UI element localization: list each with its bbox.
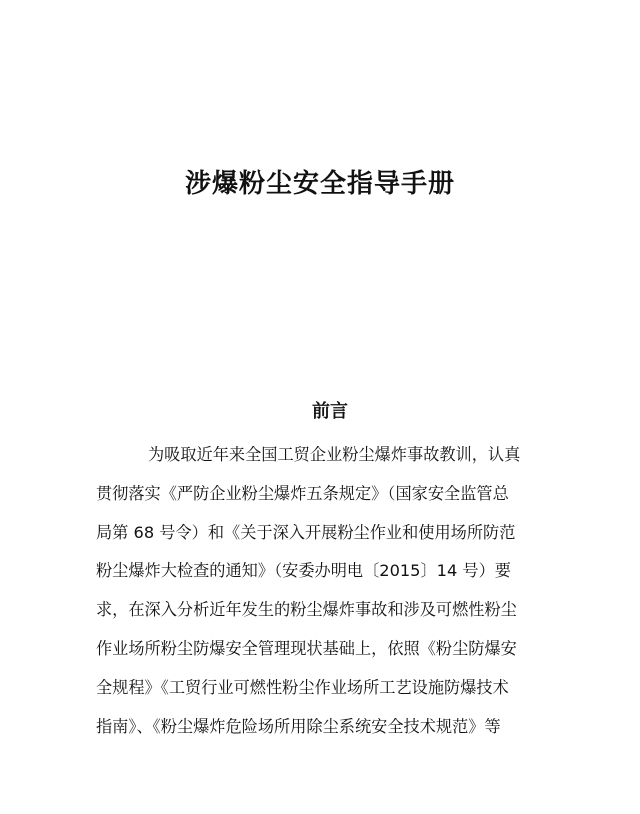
paragraph-line: 局第 68 号令）和《关于深入开展粉尘作业和使用场所防范	[96, 522, 516, 542]
paragraph-line: 求，在深入分析近年发生的粉尘爆炸事故和涉及可燃性粉尘	[96, 600, 517, 620]
paragraph-line: 全规程》《工贸行业可燃性粉尘作业场所工艺设施防爆技术	[96, 677, 509, 697]
paragraph-line: 指南》、《粉尘爆炸危险场所用除尘系统安全技术规范》等	[96, 716, 501, 736]
paragraph-line: 为吸取近年来全国工贸企业粉尘爆炸事故教训，认真	[148, 445, 521, 464]
preface-paragraph	[96, 436, 566, 746]
paragraph-line: 贯彻落实《严防企业粉尘爆炸五条规定》（国家安全监管总	[96, 483, 509, 503]
document-title: 涉爆粉尘安全指导手册	[184, 169, 455, 199]
section-heading-preface: 前言	[312, 401, 348, 422]
paragraph-line: 粉尘爆炸大检查的通知》（安委办明电〔2015〕14 号）要	[96, 561, 511, 581]
paragraph-line: 作业场所粉尘防爆安全管理现状基础上，依照《粉尘防爆安	[96, 638, 517, 658]
